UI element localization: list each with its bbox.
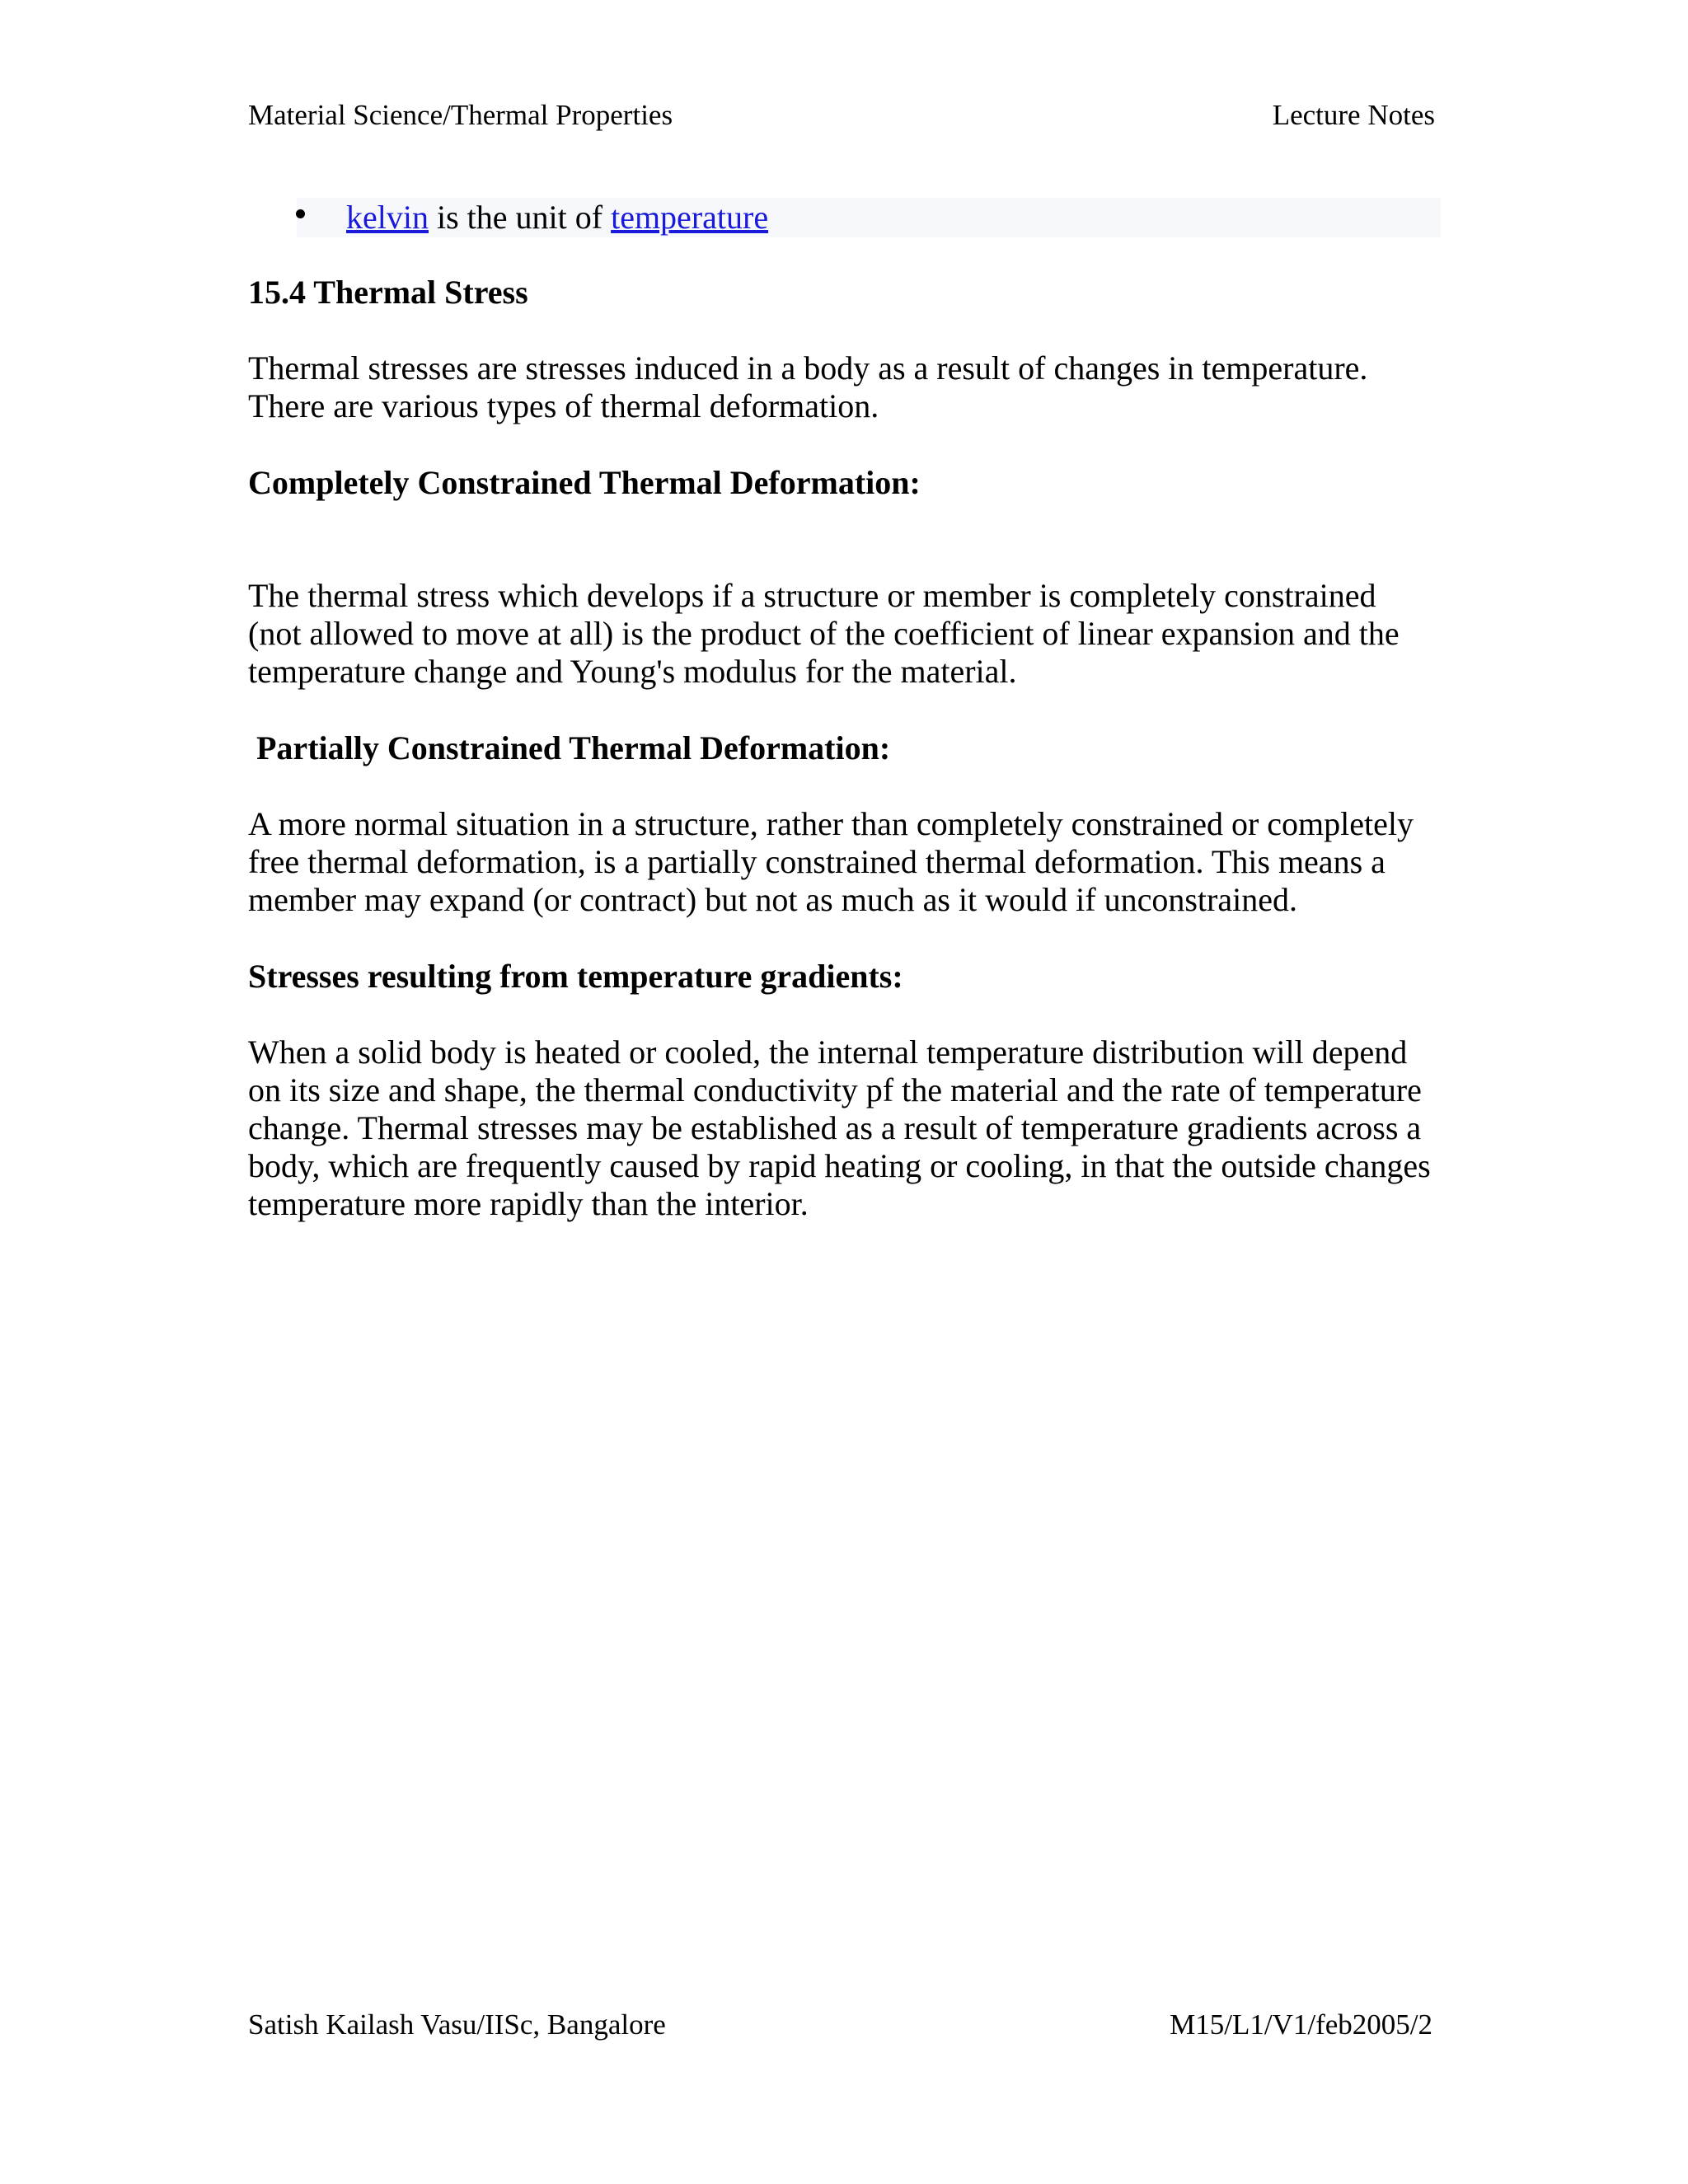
intro-line: There are various types of thermal deformation. (248, 387, 879, 424)
partially-constrained-heading: Partially Constrained Thermal Deformation: (256, 729, 891, 766)
paragraph-line: (not allowed to move at all) is the product of the coefficient of linear expansion and the (248, 615, 1400, 652)
paragraph-line: free thermal deformation, is a partially constrained thermal deformation. This means a (248, 843, 1386, 880)
temperature-gradients-paragraph (248, 1033, 1443, 1223)
temperature-link[interactable]: temperature (611, 199, 769, 236)
paragraph-line: A more normal situation in a structure, rather than completely constrained or completely (248, 805, 1414, 842)
paragraph-line: change. Thermal stresses may be established as a result of temperature gradients across a (248, 1109, 1422, 1146)
intro-paragraph (248, 349, 1443, 425)
bullet-text (346, 198, 768, 237)
completely-constrained-heading: Completely Constrained Thermal Deformation: (248, 464, 921, 501)
footer-doc-id: M15/L1/V1/feb2005/2 (1170, 2008, 1432, 2041)
page-footer (248, 2007, 1432, 2043)
completely-constrained-paragraph (248, 577, 1443, 691)
intro-line: Thermal stresses are stresses induced in a body as a result of changes in temperature. (248, 349, 1368, 387)
paragraph-line: temperature change and Young's modulus for the material. (248, 653, 1017, 690)
paragraph-line: The thermal stress which develops if a structure or member is completely constrained (248, 577, 1376, 614)
paragraph-line: body, which are frequently caused by rapid heating or cooling, in that the outside changes (248, 1147, 1431, 1184)
paragraph-line: on its size and shape, the thermal conductivity pf the material and the rate of temperature (248, 1071, 1422, 1108)
paragraph-line: temperature more rapidly than the interior. (248, 1185, 809, 1222)
page-header (248, 97, 1435, 134)
section-title: 15.4 Thermal Stress (248, 274, 528, 311)
header-doc-type: Lecture Notes (1272, 99, 1435, 131)
bullet-list-item (297, 198, 1441, 237)
kelvin-link[interactable]: kelvin (346, 199, 429, 236)
footer-author: Satish Kailash Vasu/IISc, Bangalore (248, 2008, 666, 2041)
partially-constrained-paragraph (248, 805, 1443, 919)
bullet-dot-icon (296, 209, 305, 218)
paragraph-line: member may expand (or contract) but not as much as it would if unconstrained. (248, 881, 1297, 918)
header-course-title: Material Science/Thermal Properties (248, 99, 673, 131)
temperature-gradients-heading: Stresses resulting from temperature gradients: (248, 958, 903, 995)
paragraph-line: When a solid body is heated or cooled, the internal temperature distribution will depend (248, 1033, 1408, 1071)
bullet-middle-text: is the unit of (428, 199, 612, 236)
